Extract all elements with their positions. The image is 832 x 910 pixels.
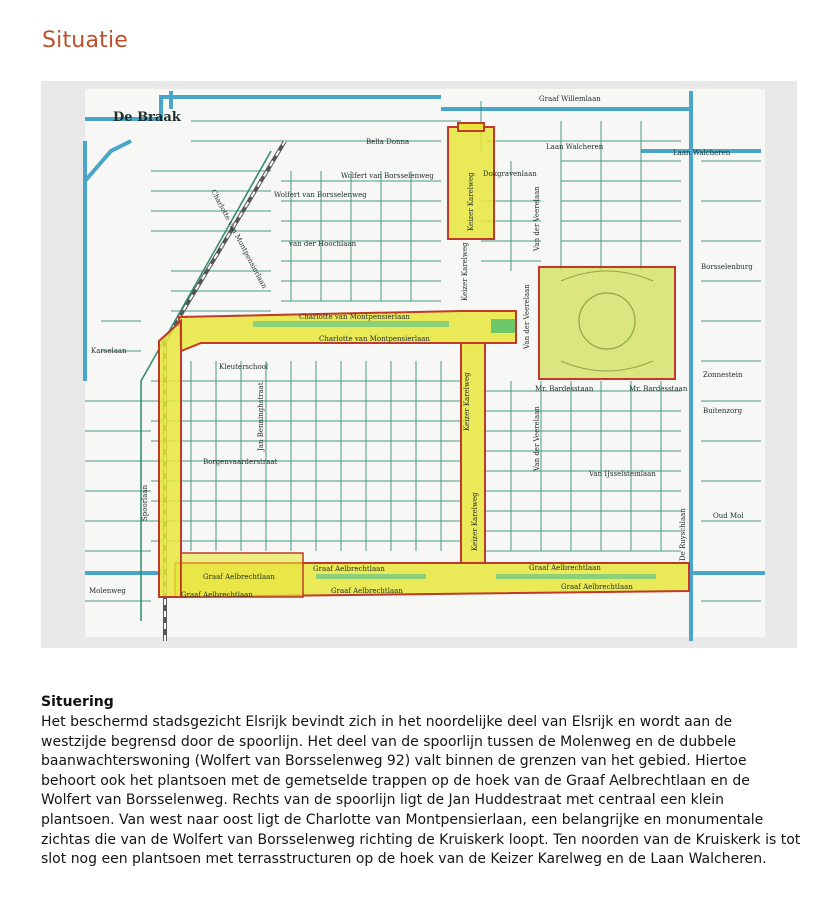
label-buitenzorg: Buitenzorg: [703, 407, 743, 415]
label-kleuterschool: Kleuterschool: [219, 363, 269, 371]
label-charlotte-diag: Charlotte van Montpensierlaan: [209, 188, 269, 290]
page-title: Situatie: [42, 28, 129, 53]
label-wolfert-1: Wolfert van Borsselenweg: [341, 172, 434, 180]
label-graaf-aelbrecht-2: Graaf Aelbrechtlaan: [181, 591, 253, 599]
label-laan-walcheren-2: Laan Walcheren: [673, 149, 731, 157]
label-laan-walcheren-1: Laan Walcheren: [546, 143, 604, 151]
label-graaf-aelbrecht-4: Graaf Aelbrechtlaan: [331, 587, 403, 595]
label-de-braak: De Braak: [113, 110, 181, 125]
label-graaf-aelbrecht-1: Graaf Aelbrechtlaan: [203, 573, 275, 581]
label-van-ijsselsteinlaan: Van IJsselsteinlaan: [589, 470, 656, 478]
label-de-ruyschlaan: De Ruyschlaan: [679, 508, 687, 561]
label-karselaan: Karselaan: [91, 347, 127, 355]
label-wolfert-2: Wolfert van Borsselenweg: [274, 191, 367, 199]
label-graaf-willemlaan: Graaf Willemlaan: [539, 95, 601, 103]
label-keizer-1: Keizer Karelweg: [467, 172, 475, 231]
section-heading: Situering: [41, 694, 114, 710]
label-graaf-aelbrecht-3: Graaf Aelbrechtlaan: [313, 565, 385, 573]
label-van-der-veere-1: Van der Veerelaan: [533, 186, 541, 251]
label-spoorlaan: Spoorlaan: [141, 484, 149, 521]
label-van-der-hoochlaan: van der Hoochlaan: [289, 240, 357, 248]
label-van-der-veere-3: Van der Veerelaan: [533, 406, 541, 471]
label-graaf-aelbrecht-5: Graaf Aelbrechtlaan: [529, 564, 601, 572]
label-dokgravenlaan: Dokgravenlaan: [483, 170, 537, 178]
label-oud-mol: Oud Mol: [713, 512, 744, 520]
label-molenweg: Molenweg: [89, 587, 126, 595]
label-keizer-4: Keizer Karelweg: [471, 492, 479, 551]
label-bella-donna: Bella Donna: [366, 138, 410, 146]
label-keizer-2: Keizer Karelweg: [461, 242, 469, 301]
label-graaf-aelbrecht-6: Graaf Aelbrechtlaan: [561, 583, 633, 591]
label-van-der-veere-2: Van der Veerelaan: [523, 284, 531, 349]
label-keizer-3: Keizer Karelweg: [463, 372, 471, 431]
body-paragraph: Het beschermd stadsgezicht Elsrijk bevindt zich in het noordelijke deel van Elsrijk en wordt aan de westzijde begrensd door de spoorlijn. Het deel van de spoorlijn tussen de Molenweg en de dubbele baanwachterswoning (Wolfert van Borsselenweg 92) valt binnen de grenzen van het gebied. Hiertoe behoort ook het plantsoen met de gemetselde trappen op de hoek van de Graaf Aelbrechtlaan en de Wolfert van Borsselenweg. Rechts van de spoorlijn ligt de Jan Huddestraat met centraal een klein plantsoen. Van west naar oost ligt de Charlotte van Montpensierlaan, een belangrijke en monumentale zichtas die van de Wolfert van Borsselenweg richting de Kruiskerk loopt. Ten noorden van de Kruiskerk is tot slot nog een plantsoen met terrasstructuren op de hoek van de Keizer Karelweg en de Laan Walcheren.: [41, 714, 801, 868]
label-mr-bardesstaan-1: Mr. Bardesstaan: [535, 385, 594, 393]
label-borgen-straat: Borgenvaarderstraat: [203, 458, 278, 466]
label-mr-bardesstaan-2: Mr. Bardesstaan: [629, 385, 688, 393]
situation-map: [41, 81, 797, 648]
label-borsselenburg: Borsselenburg: [701, 263, 753, 271]
label-jan-benninghstraat: Jan Benninghstraat: [257, 382, 265, 451]
label-zonnestein: Zonnestein: [703, 371, 743, 379]
label-charlotte-1: Charlotte van Montpensierlaan: [299, 313, 410, 321]
label-charlotte-2: Charlotte van Montpensierlaan: [319, 335, 430, 343]
